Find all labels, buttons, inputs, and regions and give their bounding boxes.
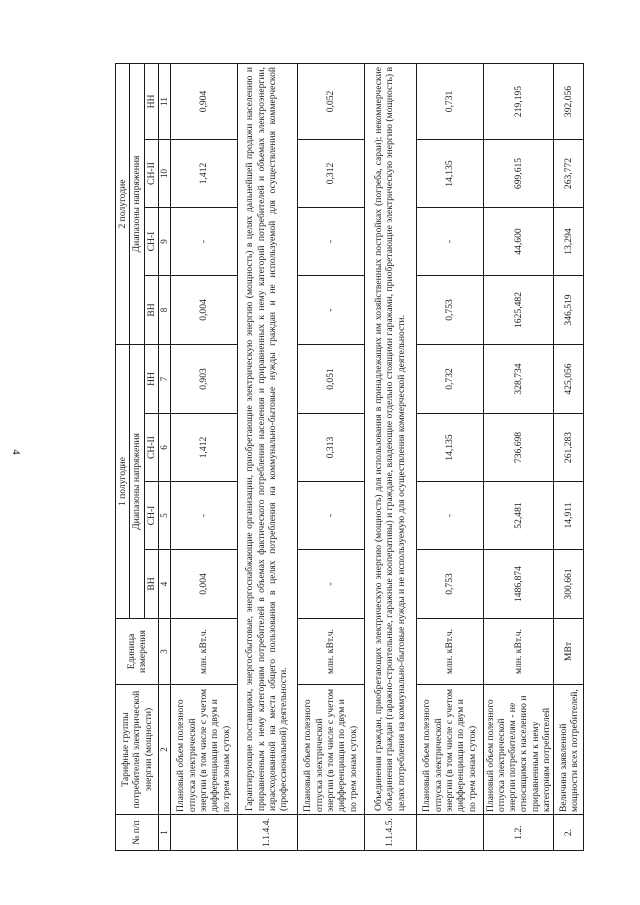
table-row	[554, 63, 584, 850]
value-cell: 0,004	[170, 275, 237, 344]
value-cell: 392,056	[554, 63, 584, 139]
header-ranges-2: Диапазоны напряжения	[130, 63, 144, 344]
row-description: Величина заявленной мощности всех потребителей,	[554, 685, 584, 815]
row-unit: млн. кВт.ч.	[297, 619, 364, 685]
header-group: Тарифные группы потребителей электрической энергии (мощности)	[116, 685, 159, 815]
value-cell: 219,195	[483, 63, 554, 139]
row-number: 1.1.4.5.	[364, 815, 416, 851]
header-level: СН-II	[144, 414, 158, 482]
value-cell: -	[170, 482, 237, 550]
value-cell: 0,753	[416, 550, 483, 619]
row-description: Плановый объем полезного отпуска электрической энергии потребителям - не относящимся к населению и приравненным к нему категориям потребителей	[483, 685, 554, 815]
section-row	[237, 63, 297, 850]
section-description: Объединения граждан, приобретающих электрическую энергию (мощность) для использования в принадлежащих им хозяйственных постройках (погреба, сараи); некоммерческие объединения граждан (гаражно-строительные, гаражные кооперативы) и граждане, владеющие отдельно стоящими гаражами, приобретающие электрическую энергию (мощность) в целях потребления на коммунально-бытовые нужды и не используемую для осуществления коммерческой деятельности.	[364, 63, 416, 814]
col-number: 11	[158, 63, 170, 139]
value-cell: 0,004	[170, 550, 237, 619]
value-cell: 14,135	[416, 139, 483, 207]
header-half2: 2 полугодие	[116, 63, 130, 344]
value-cell: 14,135	[416, 414, 483, 482]
value-cell: 1,412	[170, 414, 237, 482]
value-cell: 1625,482	[483, 275, 554, 344]
table-row	[170, 63, 237, 850]
row-number: 2.	[554, 815, 584, 851]
value-cell: 0,731	[416, 63, 483, 139]
header-level: НН	[144, 344, 158, 413]
value-cell: 13,294	[554, 207, 584, 275]
row-number: 1.2.	[483, 815, 554, 851]
row-description: Плановый объем полезного отпуска электрической энергии (в том числе с учетом дифференциации по двум и по трем зонам суток)	[416, 685, 483, 815]
row-description: Плановый объем полезного отпуска электрической энергии (в том числе с учетом дифференциации по двум и по трем зонам суток)	[170, 685, 237, 815]
value-cell: 300,661	[554, 550, 584, 619]
value-cell: 263,772	[554, 139, 584, 207]
header-unit: Единица измерения	[116, 619, 159, 685]
header-level: НН	[144, 63, 158, 139]
table-row	[416, 63, 483, 850]
row-number: 1.1.4.4.	[237, 815, 297, 851]
value-cell: -	[416, 482, 483, 550]
row-unit: МВт	[554, 619, 584, 685]
value-cell: 0,051	[297, 344, 364, 413]
page-number: 4	[10, 449, 22, 455]
header-level: ВН	[144, 550, 158, 619]
col-number: 9	[158, 207, 170, 275]
header-no: № п/п	[116, 815, 159, 851]
row-unit: млн. кВт.ч.	[416, 619, 483, 685]
table-row	[483, 63, 554, 850]
value-cell: 425,056	[554, 344, 584, 413]
value-cell: 44,600	[483, 207, 554, 275]
header-ranges-1: Диапазоны напряжения	[130, 344, 144, 618]
row-unit: млн. кВт.ч.	[170, 619, 237, 685]
value-cell: 14,911	[554, 482, 584, 550]
value-cell: -	[416, 207, 483, 275]
col-number: 1	[158, 815, 170, 851]
row-description: Плановый объем полезного отпуска электрической энергии (в том числе с учетом дифференциации по двум и по трем зонам суток)	[297, 685, 364, 815]
value-cell: -	[170, 207, 237, 275]
header-level: СН-I	[144, 207, 158, 275]
row-number	[416, 815, 483, 851]
row-number	[297, 815, 364, 851]
value-cell: 699,615	[483, 139, 554, 207]
value-cell: 346,519	[554, 275, 584, 344]
section-description: Гарантирующие поставщики, энергосбытовые, энергоснабжающие организации, приобретающие электрическую энергию (мощность) в целях дальнейшей продажи населению и приравненным к нему категориям потребителей в объемах фактического потребления населения и приравненных к нему категорий потребителей и объемах электроэнергии, израсходованной на места общего пользования в целях потребления на коммунально-бытовые нужды граждан и не используемой для осуществления коммерческой (профессиональной) деятельности.	[237, 63, 297, 814]
section-row	[364, 63, 416, 850]
value-cell: 1486,874	[483, 550, 554, 619]
table-row	[297, 63, 364, 850]
value-cell: 0,732	[416, 344, 483, 413]
value-cell: 0,904	[170, 63, 237, 139]
value-cell: 261,283	[554, 414, 584, 482]
value-cell: 0,312	[297, 139, 364, 207]
value-cell: 0,052	[297, 63, 364, 139]
value-cell: 0,903	[170, 344, 237, 413]
col-number: 7	[158, 344, 170, 413]
col-number: 10	[158, 139, 170, 207]
header-level: ВН	[144, 275, 158, 344]
value-cell: -	[297, 482, 364, 550]
value-cell: 736,698	[483, 414, 554, 482]
rotated-table-container	[115, 64, 595, 851]
row-number	[170, 815, 237, 851]
value-cell: 0,313	[297, 414, 364, 482]
value-cell: -	[297, 550, 364, 619]
col-number: 3	[158, 619, 170, 685]
value-cell: 52,481	[483, 482, 554, 550]
value-cell: -	[297, 275, 364, 344]
header-level: СН-II	[144, 139, 158, 207]
header-level: СН-I	[144, 482, 158, 550]
header-half1: 1 полугодие	[116, 344, 130, 618]
col-number: 2	[158, 685, 170, 815]
value-cell: 328,734	[483, 344, 554, 413]
col-number: 4	[158, 550, 170, 619]
col-number: 8	[158, 275, 170, 344]
value-cell: 1,412	[170, 139, 237, 207]
row-unit: млн. кВт.ч.	[483, 619, 554, 685]
tariff-table	[115, 63, 584, 851]
value-cell: 0,753	[416, 275, 483, 344]
col-number: 6	[158, 414, 170, 482]
col-number: 5	[158, 482, 170, 550]
value-cell: -	[297, 207, 364, 275]
